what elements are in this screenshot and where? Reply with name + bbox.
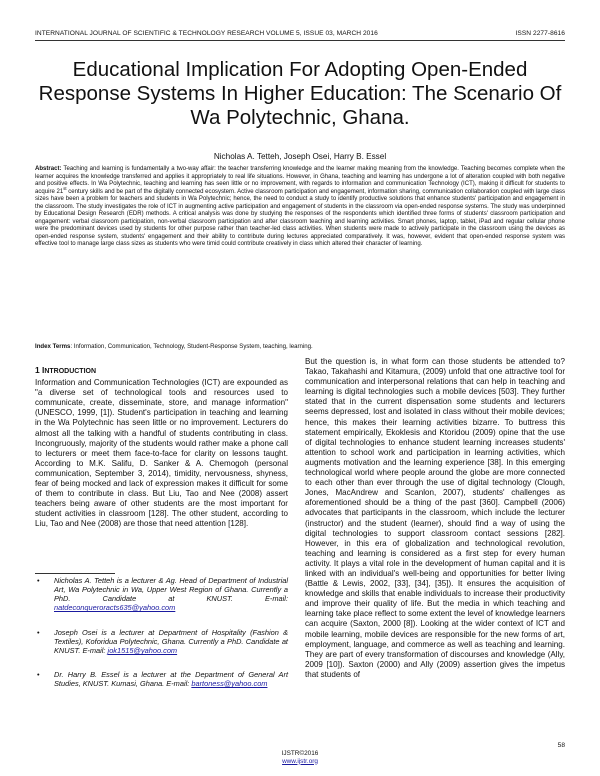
email-link[interactable]: jok1515@yahoo.com bbox=[107, 646, 178, 656]
section-number: 1 I bbox=[35, 365, 45, 375]
footnote-rule bbox=[35, 573, 115, 574]
header-rule bbox=[35, 40, 565, 41]
footnote-author-3 bbox=[35, 670, 288, 688]
section-heading bbox=[35, 365, 288, 377]
abstract bbox=[35, 166, 565, 249]
abstract-text-2: century skills and be part of the digitally connected ecosystem. Active classroom participation and engagement, information sharing, communication collaboration coupled with large class sizes have been a problem for teachers and students in Wa Polytechnic; hence, the need to conduct a study to identify productive solutions that enhance students' participation and engagement in the classroom. The study investigates the role of ICT in augmenting active participation and engagement of students in the classroom via open-ended response systems. The study was underpinned by Educational Design Research (EDR) methods. A critical analysis was done by studying the responses of the respondents which identified three forms of students' classroom participation and engagement: verbal classroom participation, non-verbal classroom participation and after classroom teaching and learning activities. Smart phones, laptop, tablet, iPad and regular cellular phone were the predominant devices used by students for other purpose rather than teacher-led class activities. When students were made to actively participate in the classroom using the devices as open-ended response system, students' engagement and their ability to contribute during lectures appreciated comparatively. It was, however, evident that open-ended response system was effective tool to manage large class sizes as students who were timid could contribute creatively in class which altered their character of learning. bbox=[35, 188, 566, 248]
abstract-sup: st bbox=[63, 185, 67, 191]
index-terms bbox=[35, 343, 565, 350]
paper-title: Educational Implication For Adopting Open-Ended Response Systems In Higher Education: The Scenario Of Wa Polytechnic, Ghana. bbox=[38, 58, 562, 129]
issn: ISSN 2277-8616 bbox=[515, 30, 565, 37]
intro-paragraph: Information and Communication Technologies (ICT) are expounded as "a diverse set of technological tools and resources used to communicate, create, disseminate, store, and manage information" (UNESCO, 1999, [1]). Student's participation in teaching and learning in the Wa Polytechnic has seen little or no improvement. Lecturers do almost all the talking with a handful of students contributing in class. Incongruously, majority of the students would rather make a phone call to lecturers or meet them face-to-face for clarity on lessons taught. According to M.K. Salifu, D. Sanker & A. Chemogoh (personal communication, September 3, 2014), timidity, nervousness, shyness, fear of being mocked and lack of expression makes it difficult for some of them to contribute in class. But Liu, Tao and Nee (2008) assert teachers being aware of other students are the most important for student activities in classroom [128]. The other student, according to Liu, Tao and Nee (2008) are those that need attention [128]. bbox=[35, 378, 288, 529]
footnote-text: Nicholas A. Tetteh is a lecturer & Ag. Head of Department of Industrial Art, Wa Polytechnic in Wa, Upper West Region of Ghana. Currently a PhD. Candidate at KNUST. E-mail: bbox=[54, 576, 288, 604]
index-terms-text: : Information, Communication, Technology, Student-Response System, teaching, learning. bbox=[70, 343, 313, 350]
footnote-text: Dr. Harry B. Essel is a lecturer at the Department of General Art Studies, KNUST. Kumasi, Ghana. E-mail: bbox=[54, 670, 288, 689]
bullet-icon: • bbox=[37, 576, 40, 585]
authors: Nicholas A. Tetteh, Joseph Osei, Harry B. Essel bbox=[213, 152, 387, 161]
bullet-icon: • bbox=[37, 670, 40, 679]
right-column: But the question is, in what form can those students be attended to? Takao, Takahashi and Kitamura, (2009) unfold that one attractive tool for communication and interpersonal relations that can help in teaching and learning is digital technologies such a mobile devices [503]. They further stated that in the current dispensation some students and lecturers seems depressed, lost and isolated in class without their mobile devices; hence, this makes their learning activities bizarre. To buttress this statement empirically, Ekoklesis and Ktoridou (2009) opine that the use of digital technologies to enhance student learning increases students' attention to school work and participation in learning activities, which augments motivation and the learning experience [38]. In this emerging technological world where people around the globe are more connected to each other than ever through the use of digital technology (Clough, Jones, MacAndrew and Scanlon, 2007), students' challenges as aforementioned should be a thing of the past [360]. Campbell (2006) advocates that participants in the classroom, which include the lecturer (instructor) and the student (learner), should find a way of using the digital technologies to support classroom contact sessions [282]. However, in this era of globalization and technological revolution, teaching and learning is considered as a first step for every human activity. It plays a vital role in the development of human capital and it is linked with an individual's well-being and opportunities for better living (Battle & Lewis, 2002, [33], [34], [35]). It ensures the acquisition of knowledge and skills that enable individuals to increase their productivity and improve their quality of life. But the media in which teaching and learning take place reflect to some extent the level of knowledge learners can acquire (Saxton, 2000 [8]). Looking at the wider context of ICT and mobile learning, mobile devices are responsible for the new forms of art, employment, language, and commerce as well as teaching and learning. They are part of every transformation of discourses and knowledge (Ally, 2009 [10]). Saxton (2000) and Ally (2009) assertion gives the impetus that students of bbox=[305, 357, 565, 679]
index-terms-label: Index Terms bbox=[35, 343, 71, 350]
abstract-label: Abstract: bbox=[35, 166, 62, 172]
email-link[interactable]: bartoness@yahoo.com bbox=[191, 679, 268, 689]
section-title: NTRODUCTION bbox=[44, 368, 97, 375]
email-link[interactable]: natdeconqueroracts635@yahoo.com bbox=[54, 603, 176, 613]
page-footer bbox=[0, 750, 600, 765]
journal-url[interactable]: www.ijstr.org bbox=[282, 757, 318, 765]
journal-name: INTERNATIONAL JOURNAL OF SCIENTIFIC & TECHNOLOGY RESEARCH VOLUME 5, ISSUE 03, MARCH 2016 bbox=[35, 30, 378, 37]
abstract-text-1: Teaching and learning is fundamentally a two-way affair: the teacher transferring knowledge and the learner making meaning from the knowledge. Teaching becomes complete when the learner acquires the knowledge transferred and applies it appropriately to real life situations. However, in Ghana, teaching and learning has undergone a lot of alteration coupled with both negative and positive effects. In Wa Polytechnic, teaching and learning has seen little or no improvement, with regards to information and communication Technology (ICT), making it difficult for students to acquire 21 bbox=[35, 166, 565, 195]
bullet-icon: • bbox=[37, 628, 40, 637]
footnote-author-1 bbox=[35, 576, 288, 612]
copyright: IJSTR©2016 bbox=[281, 750, 319, 757]
footnote-text: Joseph Osei is a lecturer at Department of Hospitality (Fashion & Textiles), Koforidua Polytechnic, Ghana. Currently a PhD. Candidate at KNUST. E-mail: bbox=[54, 628, 288, 656]
left-column bbox=[35, 365, 288, 530]
page-number: 58 bbox=[557, 742, 565, 749]
footnote-author-2 bbox=[35, 628, 288, 655]
